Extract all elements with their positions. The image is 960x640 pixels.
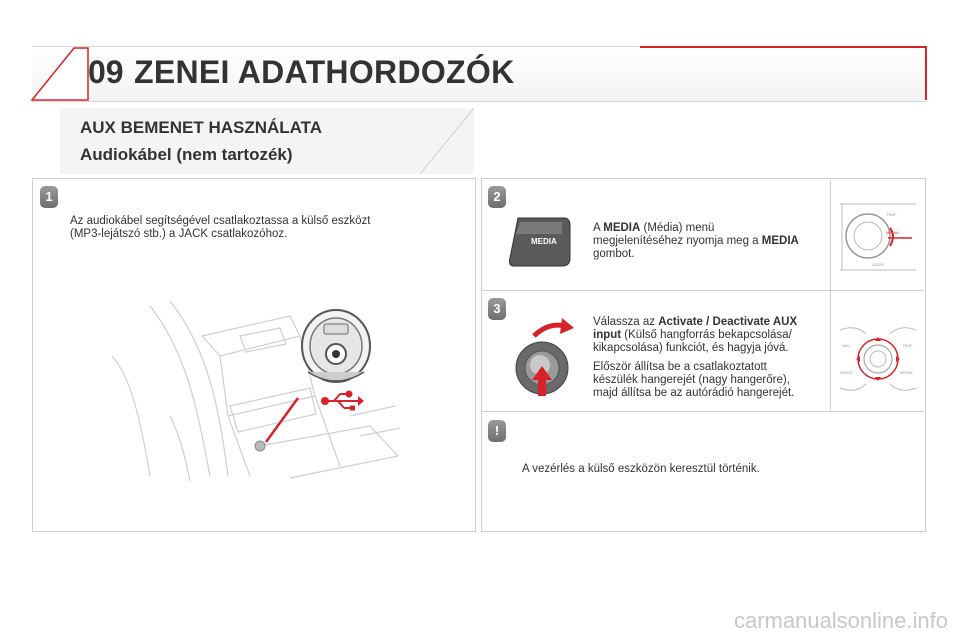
- step3-para2-line1: Először állítsa be a csatlakoztatott: [593, 361, 767, 373]
- usb-icon: [320, 390, 364, 412]
- jack-socket-zoom: [298, 306, 374, 390]
- section-box-corner: [420, 108, 476, 176]
- radio-label-addr: ADDR.: [872, 262, 885, 267]
- step2-line1: [593, 222, 829, 235]
- step1-text: [70, 215, 370, 241]
- chapter-title: ZENEI ADATHORDOZÓK: [134, 54, 515, 90]
- warning-text: A vezérlés a külső eszközön keresztül történik.: [522, 463, 760, 475]
- radio-panel-dial-illustration: [836, 322, 920, 396]
- step2-line1-mid: (Média) menü: [640, 222, 715, 234]
- step1-line2: (MP3-lejátszó stb.) a JACK csatlakozóhoz.: [70, 228, 288, 240]
- step2-text: [593, 222, 829, 261]
- panel-divider-1: [481, 290, 924, 291]
- step3-divider-vertical: [830, 291, 831, 411]
- dial-label-nav: NAV: [842, 343, 850, 348]
- radio-panel-media-illustration: [838, 200, 918, 274]
- chapter-accent-line: [640, 46, 926, 48]
- media-button-label: MEDIA: [531, 237, 557, 246]
- radio-label-track: TRAF: [886, 212, 897, 217]
- step2-line2-pre: megjelenítéséhez nyomja meg a: [593, 235, 762, 247]
- watermark: carmanualsonline.info: [733, 608, 948, 633]
- step3-line2-bold: input: [593, 329, 622, 341]
- step2-badge: 2: [488, 186, 506, 208]
- radio-label-media: MEDIA: [886, 230, 899, 235]
- step2-line1-pre: A: [593, 222, 604, 234]
- step3-line1: [593, 316, 829, 329]
- step3-para2-line2: készülék hangerejét (nagy hangerőre),: [593, 374, 790, 386]
- chapter-tab-shape: [30, 46, 90, 102]
- step3-para2-line3: majd állítsa be az autórádió hangerejét.: [593, 387, 795, 399]
- panel-divider-2: [481, 411, 924, 412]
- step3-badge: 3: [488, 298, 506, 320]
- step2-media-bold: MEDIA: [603, 222, 641, 234]
- chapter-number: 09: [88, 54, 124, 90]
- chapter-accent-edge: [925, 46, 927, 100]
- step2-divider-vertical: [830, 180, 831, 290]
- step2-line3: gombot.: [593, 248, 635, 260]
- step3-line3: kikapcsolása) funkciót, és hagyja jóvá.: [593, 342, 789, 354]
- step1-line1: Az audiokábel segítségével csatlakoztassa a külső eszközt: [70, 215, 371, 227]
- step3-line2-rest: (Külső hangforrás bekapcsolása/: [621, 329, 792, 341]
- step1-badge: 1: [40, 186, 58, 208]
- step2-line2: [593, 235, 829, 248]
- rotary-knob-icon[interactable]: [512, 316, 582, 398]
- step3-line1-bold: Activate / Deactivate AUX: [658, 316, 798, 328]
- dial-label-radio: RADIO: [840, 370, 853, 375]
- dial-label-media: MEDIA: [900, 370, 913, 375]
- dial-label-traf: TRAF: [902, 343, 913, 348]
- step2-media-bold-2: MEDIA: [761, 235, 799, 247]
- step3-text: [593, 316, 829, 400]
- section-subtitle: Audiokábel (nem tartozék): [80, 145, 293, 164]
- section-title: AUX BEMENET HASZNÁLATA: [80, 118, 323, 137]
- step3-line1-pre: Válassza az: [593, 316, 659, 328]
- step3-line2: [593, 329, 829, 342]
- warning-badge: !: [488, 420, 506, 442]
